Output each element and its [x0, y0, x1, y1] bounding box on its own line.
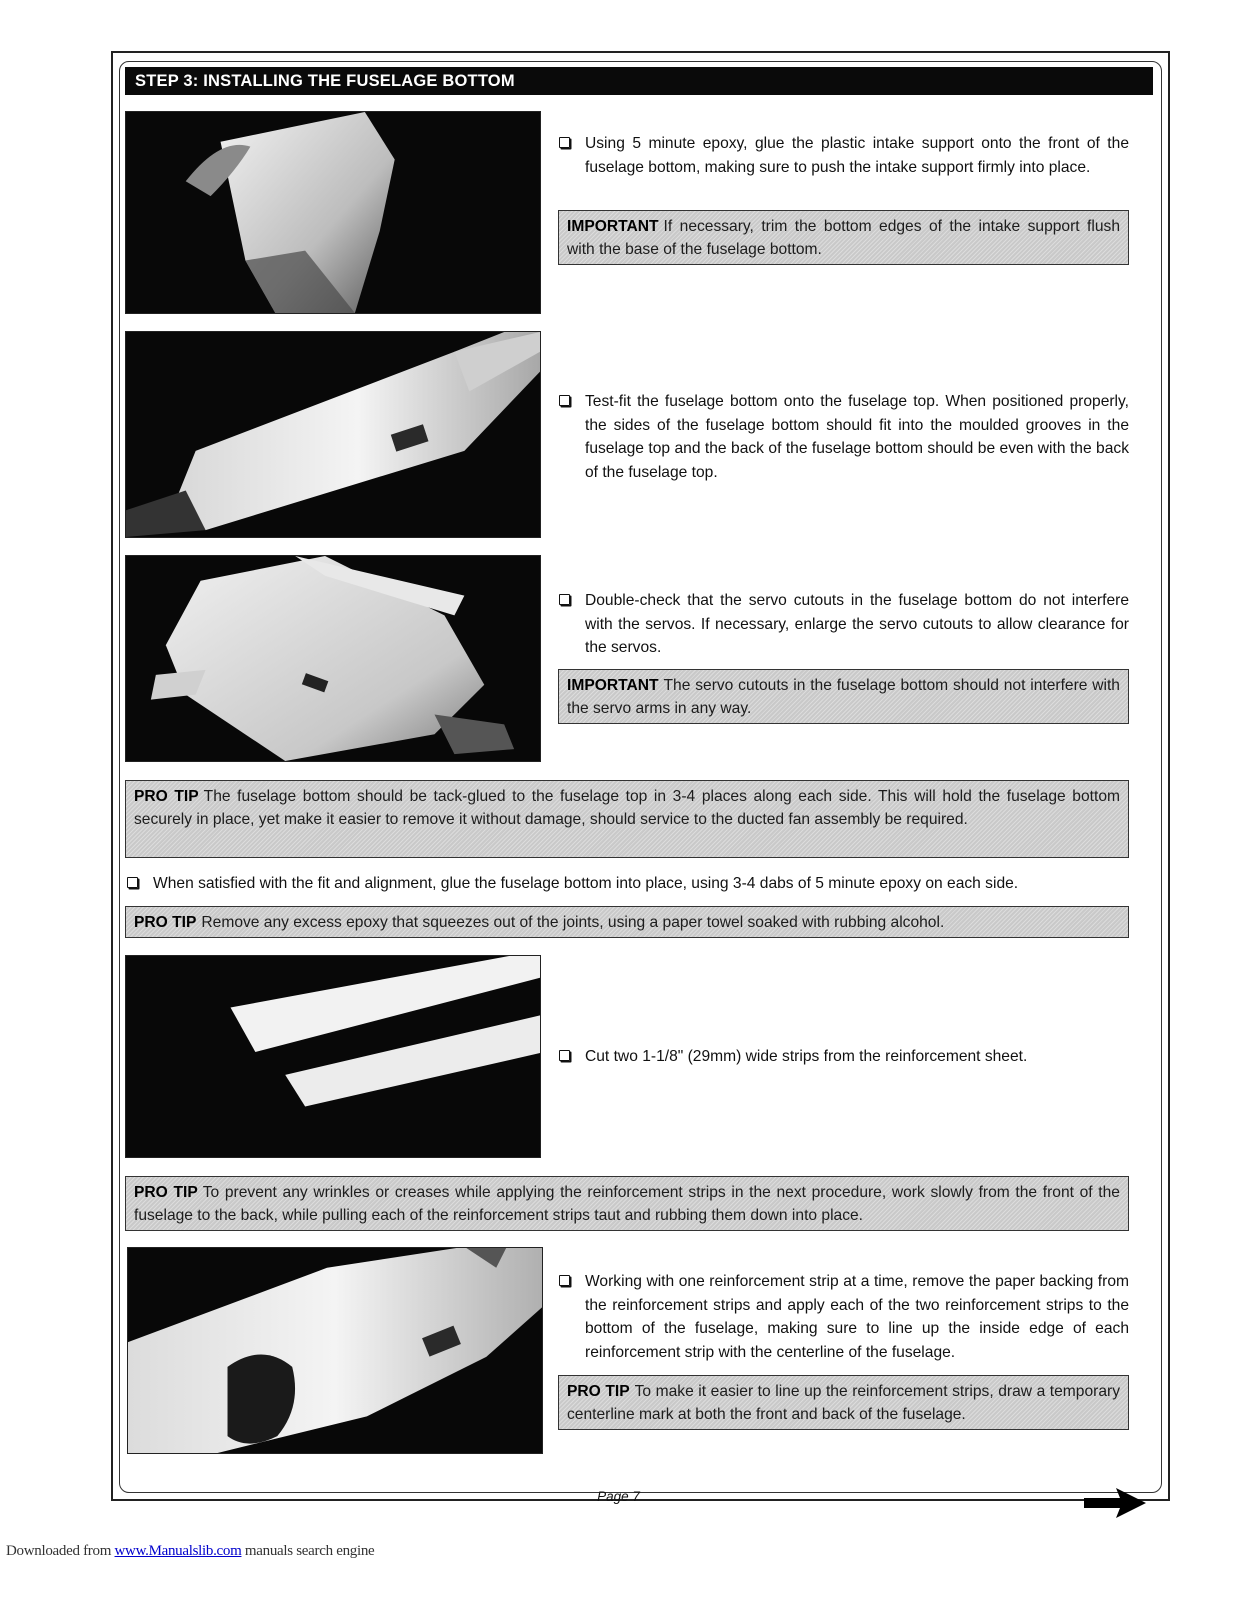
tip-text: If necessary, trim the bottom edges of the intake support flush with the base of the fuselage bottom.	[567, 218, 1120, 258]
checkbox-icon[interactable]	[559, 1050, 570, 1061]
intake-support-photo-icon	[125, 111, 541, 314]
step-item	[125, 872, 1129, 896]
pro-tip	[558, 1375, 1129, 1430]
checkbox-icon[interactable]	[559, 395, 570, 406]
download-footer	[6, 1543, 374, 1560]
page-number: Page 7	[597, 1489, 640, 1504]
step-text: Using 5 minute epoxy, glue the plastic intake support onto the front of the fuselage bottom, making sure to push the intake support firmly into place.	[585, 135, 1129, 176]
tip-label: PRO TIP	[134, 914, 197, 931]
pro-tip	[125, 780, 1129, 858]
pro-tip	[125, 906, 1129, 938]
checkbox-icon[interactable]	[559, 137, 570, 148]
step-header: STEP 3: INSTALLING THE FUSELAGE BOTTOM	[125, 67, 1153, 95]
tip-label: PRO TIP	[134, 788, 199, 805]
step-item	[557, 589, 1129, 660]
checkbox-icon[interactable]	[127, 877, 138, 888]
applying-strip-photo-icon	[127, 1247, 543, 1454]
step-text: Test-fit the fuselage bottom onto the fuselage top. When positioned properly, the sides of the fuselage bottom should fit into the moulded grooves in the fuselage top and the back of the fuselage bottom should be even with the back of the fuselage top.	[585, 393, 1129, 481]
next-page-arrow-icon[interactable]	[1084, 1488, 1146, 1518]
important-note	[558, 210, 1129, 265]
footer-prefix: Downloaded from	[6, 1543, 112, 1559]
tip-label: PRO TIP	[134, 1184, 198, 1201]
tip-label: IMPORTANT	[567, 677, 659, 694]
step-text: Double-check that the servo cutouts in the fuselage bottom do not interfere with the servos. If necessary, enlarge the servo cutouts to allow clearance for the servos.	[585, 592, 1129, 656]
servo-cutout-photo-icon	[125, 555, 541, 762]
step-text: Working with one reinforcement strip at a time, remove the paper backing from the reinforcement strips and apply each of the two reinforcement strips to the bottom of the fuselage, making sure to line up the inside edge of each reinforcement strip with the centerline of the fuselage.	[585, 1273, 1129, 1361]
tip-label: IMPORTANT	[567, 218, 659, 235]
checkbox-icon[interactable]	[559, 1275, 570, 1286]
fuselage-test-fit-photo-icon	[125, 331, 541, 538]
tip-label: PRO TIP	[567, 1383, 630, 1400]
tip-text: The fuselage bottom should be tack-glued to the fuselage top in 3-4 places along each side. This will hold the fuselage bottom securely in place, yet make it easier to remove it without damage, should service to the ducted fan assembly be required.	[134, 788, 1120, 828]
step-item	[557, 390, 1129, 484]
step-text: Cut two 1-1/8" (29mm) wide strips from the reinforcement sheet.	[585, 1048, 1028, 1065]
important-note	[558, 669, 1129, 724]
manualslib-link[interactable]: www.Manualslib.com	[114, 1543, 242, 1559]
checkbox-icon[interactable]	[559, 594, 570, 605]
step-text: When satisfied with the fit and alignment, glue the fuselage bottom into place, using 3-4 dabs of 5 minute epoxy on each side.	[153, 875, 1019, 892]
step-item	[557, 1270, 1129, 1364]
tip-text: The servo cutouts in the fuselage bottom should not interfere with the servo arms in any way.	[567, 677, 1120, 717]
step-item	[557, 132, 1129, 179]
pro-tip	[125, 1176, 1129, 1231]
tip-text: To make it easier to line up the reinforcement strips, draw a temporary centerline mark at both the front and back of the fuselage.	[567, 1383, 1120, 1423]
footer-suffix: manuals search engine	[244, 1543, 375, 1559]
tip-text: Remove any excess epoxy that squeezes out of the joints, using a paper towel soaked with rubbing alcohol.	[201, 914, 945, 931]
tip-text: To prevent any wrinkles or creases while applying the reinforcement strips in the next procedure, work slowly from the front of the fuselage to the back, while pulling each of the reinforcement strips taut and rubbing them down into place.	[134, 1184, 1120, 1224]
reinforcement-strips-photo-icon	[125, 955, 541, 1158]
step-item	[557, 1045, 1129, 1069]
